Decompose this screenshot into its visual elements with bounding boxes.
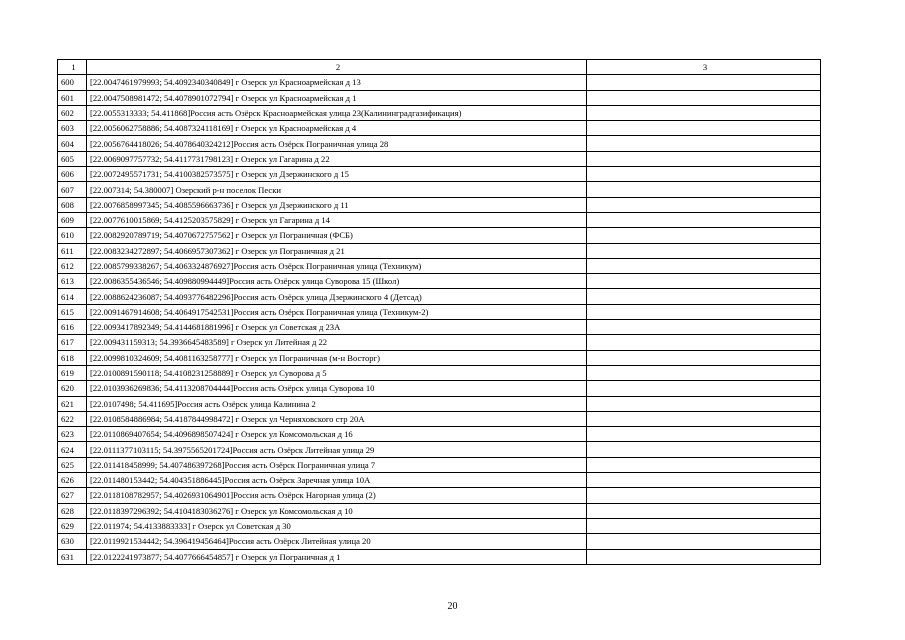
row-number-cell: 620 xyxy=(58,381,87,396)
table-row xyxy=(58,182,821,197)
address-cell: [22.011480153442; 54.404351886445]Россия асть Озёрск Заречная улица 10А xyxy=(87,473,587,488)
empty-cell xyxy=(587,411,821,426)
empty-cell xyxy=(587,335,821,350)
table-row xyxy=(58,396,821,411)
empty-cell xyxy=(587,121,821,136)
row-number-cell: 603 xyxy=(58,121,87,136)
page-number: 20 xyxy=(447,601,458,612)
table-row xyxy=(58,549,821,564)
table-row xyxy=(58,136,821,151)
table-row xyxy=(58,289,821,304)
table-row xyxy=(58,488,821,503)
address-cell: [22.0122241973877; 54.4077666454857] г Озерск ул Пограничная д 1 xyxy=(87,549,587,564)
address-table xyxy=(57,59,821,565)
address-cell: [22.0055313333; 54.411868]Россия асть Озёрск Красноармейская улица 23(Калининградгазификация) xyxy=(87,105,587,120)
address-cell: [22.0100891590118; 54.4108231258889] г Озерск ул Суворова д 5 xyxy=(87,365,587,380)
row-number-cell: 628 xyxy=(58,503,87,518)
empty-cell xyxy=(587,274,821,289)
table-row xyxy=(58,335,821,350)
address-cell: [22.0056062758886; 54.4087324118169] г Озерск ул Красноармейская д 4 xyxy=(87,121,587,136)
address-cell: [22.0118397296392; 54.4104183036276] г Озерск ул Комсомольская д 10 xyxy=(87,503,587,518)
empty-cell xyxy=(587,228,821,243)
row-number-cell: 610 xyxy=(58,228,87,243)
address-cell: [22.0077610015869; 54.4125203575829] г Озерск ул Гагарина д 14 xyxy=(87,212,587,227)
address-cell: [22.0111377103115; 54.3975565201724]Россия асть Озёрск Литейная улица 29 xyxy=(87,442,587,457)
empty-cell xyxy=(587,151,821,166)
row-number-cell: 604 xyxy=(58,136,87,151)
address-cell: [22.011974; 54.4133883333] г Озерск ул Советская д 30 xyxy=(87,518,587,533)
row-number-cell: 631 xyxy=(58,549,87,564)
table-row xyxy=(58,75,821,90)
row-number-cell: 605 xyxy=(58,151,87,166)
row-number-cell: 607 xyxy=(58,182,87,197)
empty-cell xyxy=(587,212,821,227)
row-number-cell: 630 xyxy=(58,534,87,549)
row-number-cell: 602 xyxy=(58,105,87,120)
row-number-cell: 612 xyxy=(58,258,87,273)
empty-cell xyxy=(587,304,821,319)
empty-cell xyxy=(587,396,821,411)
table-row xyxy=(58,442,821,457)
empty-cell xyxy=(587,381,821,396)
row-number-cell: 629 xyxy=(58,518,87,533)
address-cell: [22.0076858997345; 54.4085596663736] г Озерск ул Дзержинского д 11 xyxy=(87,197,587,212)
address-cell: [22.0110869407654; 54.4096898507424] г Озерск ул Комсомольская д 16 xyxy=(87,427,587,442)
empty-cell xyxy=(587,534,821,549)
row-number-cell: 615 xyxy=(58,304,87,319)
table-header-row xyxy=(58,60,821,75)
row-number-cell: 618 xyxy=(58,350,87,365)
empty-cell xyxy=(587,365,821,380)
table-row xyxy=(58,473,821,488)
address-cell: [22.0072495571731; 54.4100382573575] г Озерск ул Дзержинского д 15 xyxy=(87,167,587,182)
row-number-cell: 625 xyxy=(58,457,87,472)
address-cell: [22.0056764418026; 54.4078640324212]Россия асть Озёрск Пограничная улица 28 xyxy=(87,136,587,151)
table-row xyxy=(58,381,821,396)
row-number-cell: 619 xyxy=(58,365,87,380)
table-row xyxy=(58,503,821,518)
address-cell: [22.0086355436546; 54.409880994449]Россия асть Озёрск улица Суворова 15 (Школ) xyxy=(87,274,587,289)
address-cell: [22.0047461979993; 54.4092340340849] г Озерск ул Красноармейская д 13 xyxy=(87,75,587,90)
address-cell: [22.0069097757732; 54.4117731798123] г Озерск ул Гагарина д 22 xyxy=(87,151,587,166)
table-row xyxy=(58,304,821,319)
column-header-2: 2 xyxy=(87,60,587,75)
empty-cell xyxy=(587,518,821,533)
empty-cell xyxy=(587,350,821,365)
address-cell: [22.0099810324609; 54.4081163258777] г Озерск ул Пограничная (м-н Восторг) xyxy=(87,350,587,365)
address-cell: [22.0082920789719; 54.4070672757562] г Озерск ул Пограничная (ФСБ) xyxy=(87,228,587,243)
table-row xyxy=(58,228,821,243)
address-cell: [22.0085799338267; 54.4063324876927]Россия асть Озёрск Пограничная улица (Техникум) xyxy=(87,258,587,273)
address-cell: [22.011418458999; 54.407486397268]Россия асть Озёрск Пограничная улица 7 xyxy=(87,457,587,472)
empty-cell xyxy=(587,427,821,442)
empty-cell xyxy=(587,197,821,212)
table-row xyxy=(58,365,821,380)
row-number-cell: 614 xyxy=(58,289,87,304)
row-number-cell: 606 xyxy=(58,167,87,182)
table-row xyxy=(58,90,821,105)
address-cell: [22.0091467914608; 54.4064917542531]Россия асть Озёрск Пограничная улица (Техникум-2) xyxy=(87,304,587,319)
address-cell: [22.0083234272897; 54.4066957307362] г Озерск ул Пограничная д 21 xyxy=(87,243,587,258)
empty-cell xyxy=(587,243,821,258)
table-row xyxy=(58,518,821,533)
row-number-cell: 608 xyxy=(58,197,87,212)
empty-cell xyxy=(587,182,821,197)
empty-cell xyxy=(587,136,821,151)
empty-cell xyxy=(587,289,821,304)
address-cell: [22.007314; 54.380007] Озерский р-н поселок Пески xyxy=(87,182,587,197)
row-number-cell: 626 xyxy=(58,473,87,488)
address-cell: [22.0047508981472; 54.4078901072794] г Озерск ул Красноармейская д 1 xyxy=(87,90,587,105)
table-row xyxy=(58,121,821,136)
row-number-cell: 611 xyxy=(58,243,87,258)
empty-cell xyxy=(587,503,821,518)
row-number-cell: 622 xyxy=(58,411,87,426)
table-row xyxy=(58,534,821,549)
table-row xyxy=(58,258,821,273)
empty-cell xyxy=(587,75,821,90)
table-row xyxy=(58,274,821,289)
row-number-cell: 600 xyxy=(58,75,87,90)
address-cell: [22.0107498; 54.411695]Россия асть Озёрск улица Калинина 2 xyxy=(87,396,587,411)
empty-cell xyxy=(587,549,821,564)
empty-cell xyxy=(587,457,821,472)
row-number-cell: 609 xyxy=(58,212,87,227)
empty-cell xyxy=(587,167,821,182)
address-cell: [22.0108584886984; 54.4187844998472] г Озерск ул Черняховского стр 20А xyxy=(87,411,587,426)
row-number-cell: 617 xyxy=(58,335,87,350)
table-row xyxy=(58,105,821,120)
table-row xyxy=(58,212,821,227)
address-cell: [22.009431159313; 54.3936645483589] г Озерск ул Литейная д 22 xyxy=(87,335,587,350)
table-row xyxy=(58,167,821,182)
row-number-cell: 601 xyxy=(58,90,87,105)
table-row xyxy=(58,320,821,335)
row-number-cell: 613 xyxy=(58,274,87,289)
table-row xyxy=(58,457,821,472)
column-header-3: 3 xyxy=(587,60,821,75)
address-cell: [22.0118108782957; 54.4026931064901]Россия асть Озёрск Нагорная улица (2) xyxy=(87,488,587,503)
table-row xyxy=(58,427,821,442)
address-cell: [22.0103936269836; 54.4113208704444]Россия асть Озёрск улица Суворова 10 xyxy=(87,381,587,396)
address-cell: [22.0093417892349; 54.4144681881996] г Озерск ул Советская д 23А xyxy=(87,320,587,335)
address-cell: [22.0119921534442; 54.396419456464]Россия асть Озёрск Литейная улица 20 xyxy=(87,534,587,549)
row-number-cell: 616 xyxy=(58,320,87,335)
table-row xyxy=(58,197,821,212)
empty-cell xyxy=(587,473,821,488)
row-number-cell: 623 xyxy=(58,427,87,442)
empty-cell xyxy=(587,258,821,273)
row-number-cell: 624 xyxy=(58,442,87,457)
row-number-cell: 627 xyxy=(58,488,87,503)
empty-cell xyxy=(587,90,821,105)
empty-cell xyxy=(587,105,821,120)
table-row xyxy=(58,350,821,365)
empty-cell xyxy=(587,320,821,335)
empty-cell xyxy=(587,442,821,457)
empty-cell xyxy=(587,488,821,503)
column-header-1: 1 xyxy=(58,60,87,75)
table-row xyxy=(58,243,821,258)
table-row xyxy=(58,151,821,166)
address-cell: [22.0088624236087; 54.4093776482296]Россия асть Озёрск улица Дзержинского 4 (Детсад) xyxy=(87,289,587,304)
table-body xyxy=(58,75,821,565)
table-row xyxy=(58,411,821,426)
row-number-cell: 621 xyxy=(58,396,87,411)
